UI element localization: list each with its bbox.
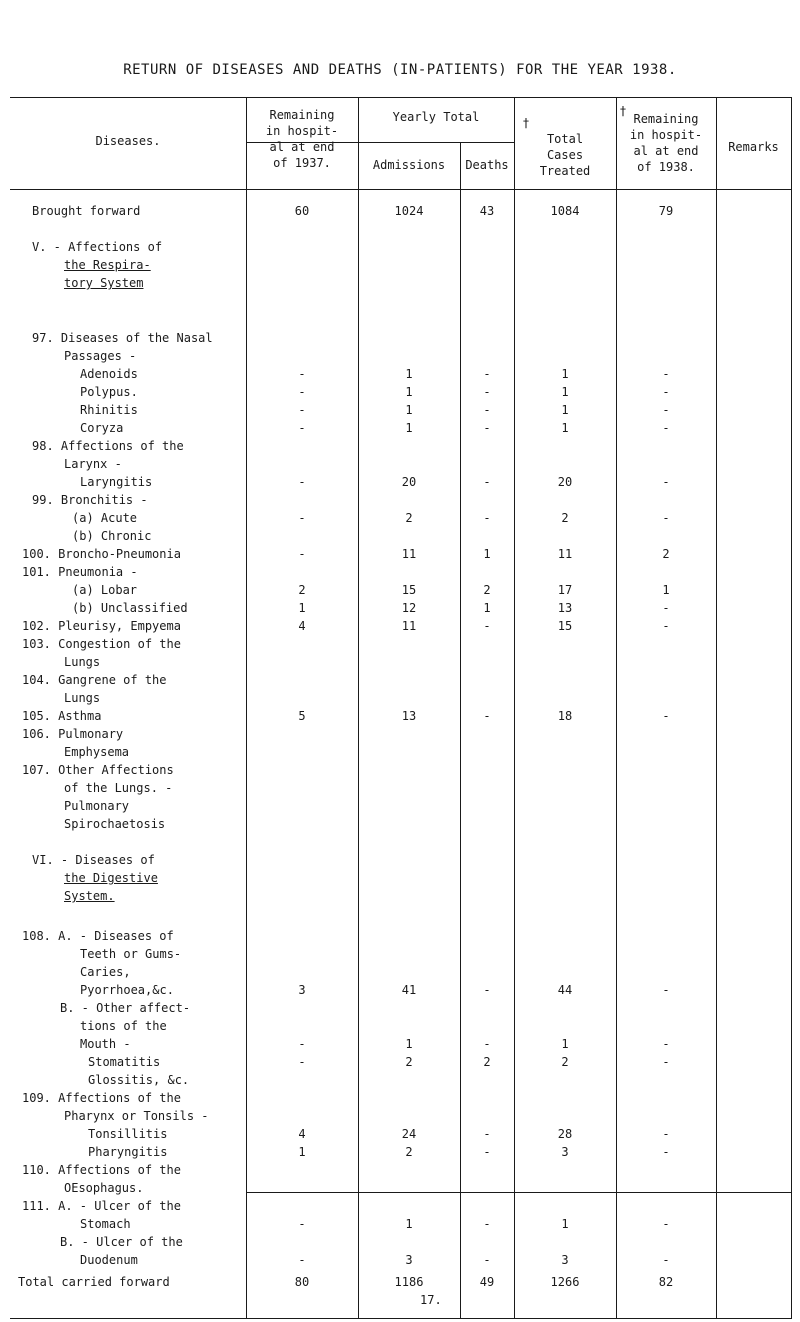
value-duodenum-col4: 3 <box>561 1253 569 1267</box>
value-tonsillitis-col2: 24 <box>401 1127 417 1141</box>
value-stomatitis-col1: - <box>298 1055 306 1069</box>
value-pyorrhoea-col4: 44 <box>557 983 573 997</box>
value-rhinitis-col1: - <box>298 403 306 417</box>
label-stomatitis: Stomatitis <box>88 1055 161 1069</box>
label-108-b: Teeth or Gums- <box>80 947 182 961</box>
value-pleurisy-col3: - <box>483 619 491 633</box>
label-109-b: Pharynx or Tonsils - <box>64 1109 209 1123</box>
label-100: 100. Broncho-Pneumonia <box>22 547 181 561</box>
section-v-heading: V. - Affections of <box>32 240 163 254</box>
value-pyorrhoea-col2: 41 <box>401 983 417 997</box>
value-coryza-col5: - <box>662 421 670 435</box>
label-104: 104. Gangrene of the <box>22 673 167 687</box>
value-lobar-col3: 2 <box>483 583 491 597</box>
value-laryngitis-col3: - <box>483 475 491 489</box>
label-brought-forward: Brought forward <box>32 204 141 218</box>
label-98: 98. Affections of the <box>32 439 184 453</box>
col-divider-7 <box>791 97 792 1319</box>
value-stomach-col5: - <box>662 1217 670 1231</box>
label-98-b: Larynx - <box>64 457 122 471</box>
value-adenoids-col3: - <box>483 367 491 381</box>
value-broncho-col5: 2 <box>662 547 670 561</box>
value-polypus-col5: - <box>662 385 670 399</box>
value-acute-col4: 2 <box>561 511 569 525</box>
value-unclassified-col3: 1 <box>483 601 491 615</box>
header-yearly-total: Yearly Total <box>392 110 480 124</box>
value-duodenum-col1: - <box>298 1253 306 1267</box>
page-number: 17. <box>420 1293 442 1307</box>
page-title: RETURN OF DISEASES AND DEATHS (IN-PATIENTS) FOR THE YEAR 1938. <box>123 62 677 78</box>
value-stomach-col4: 1 <box>561 1217 569 1231</box>
value-lobar-col2: 15 <box>401 583 417 597</box>
value-unclassified-col2: 12 <box>401 601 417 615</box>
value-tonsillitis-col4: 28 <box>557 1127 573 1141</box>
label-103-b: Lungs <box>64 655 101 669</box>
header-remaining-1937: Remaining in hospit- al at end of 1937. <box>265 108 339 170</box>
value-pharyngitis-col1: 1 <box>298 1145 306 1159</box>
label-pharyngitis: Pharyngitis <box>88 1145 168 1159</box>
section-v-heading-2: the Respira- <box>64 258 151 272</box>
value-unclassified-col4: 13 <box>557 601 573 615</box>
value-laryngitis-col5: - <box>662 475 670 489</box>
value-total-col1: 80 <box>294 1275 310 1289</box>
col-divider-3 <box>460 142 461 1319</box>
value-brought_forward-col4: 1084 <box>550 204 580 218</box>
value-rhinitis-col4: 1 <box>561 403 569 417</box>
label-99: 99. Bronchitis - <box>32 493 148 507</box>
label-unclassified: (b) Unclassified <box>72 601 188 615</box>
value-adenoids-col5: - <box>662 367 670 381</box>
value-rhinitis-col3: - <box>483 403 491 417</box>
total-rule <box>246 1192 792 1193</box>
value-rhinitis-col5: - <box>662 403 670 417</box>
value-adenoids-col1: - <box>298 367 306 381</box>
label-107-b: of the Lungs. - <box>64 781 173 795</box>
value-total-col3: 49 <box>479 1275 495 1289</box>
value-adenoids-col4: 1 <box>561 367 569 381</box>
value-tonsillitis-col5: - <box>662 1127 670 1141</box>
label-110: 110. Affections of the <box>22 1163 181 1177</box>
value-acute-col1: - <box>298 511 306 525</box>
value-acute-col3: - <box>483 511 491 525</box>
value-pleurisy-col2: 11 <box>401 619 417 633</box>
label-111-c: B. - Ulcer of the <box>60 1235 183 1249</box>
header-remarks: Remarks <box>728 140 779 154</box>
label-106-b: Emphysema <box>64 745 130 759</box>
value-broncho-col4: 11 <box>557 547 573 561</box>
value-adenoids-col2: 1 <box>405 367 413 381</box>
value-asthma-col4: 18 <box>557 709 573 723</box>
value-tonsillitis-col3: - <box>483 1127 491 1141</box>
label-total-carried: Total carried forward <box>18 1275 170 1289</box>
label-108-e: B. - Other affect- <box>60 1001 191 1015</box>
value-pyorrhoea-col1: 3 <box>298 983 306 997</box>
label-adenoids: Adenoids <box>80 367 138 381</box>
label-104-b: Lungs <box>64 691 101 705</box>
value-stomatitis-col5: - <box>662 1055 670 1069</box>
label-coryza: Coryza <box>80 421 124 435</box>
value-pharyngitis-col2: 2 <box>405 1145 413 1159</box>
label-106: 106. Pulmonary <box>22 727 124 741</box>
value-asthma-col5: - <box>662 709 670 723</box>
value-pyorrhoea-col5: - <box>662 983 670 997</box>
value-unclassified-col1: 1 <box>298 601 306 615</box>
label-102: 102. Pleurisy, Empyema <box>22 619 181 633</box>
value-tonsillitis-col1: 4 <box>298 1127 306 1141</box>
table-bottom-rule <box>10 1318 792 1319</box>
label-108: 108. A. - Diseases of <box>22 929 174 943</box>
value-coryza-col2: 1 <box>405 421 413 435</box>
label-107: 107. Other Affections <box>22 763 174 777</box>
label-chronic: (b) Chronic <box>72 529 152 543</box>
value-asthma-col3: - <box>483 709 491 723</box>
label-110-b: OEsophagus. <box>64 1181 144 1195</box>
value-pyorrhoea-col3: - <box>483 983 491 997</box>
value-pleurisy-col1: 4 <box>298 619 306 633</box>
value-pleurisy-col5: - <box>662 619 670 633</box>
value-brought_forward-col3: 43 <box>479 204 495 218</box>
header-dagger-total: † <box>522 116 530 130</box>
value-laryngitis-col4: 20 <box>557 475 573 489</box>
label-111-b: Stomach <box>80 1217 131 1231</box>
value-pleurisy-col4: 15 <box>557 619 573 633</box>
value-stomatitis-col4: 2 <box>561 1055 569 1069</box>
section-vi-heading-2: the Digestive <box>64 871 158 885</box>
value-duodenum-col5: - <box>662 1253 670 1267</box>
header-total-cases: Total Cases Treated <box>539 132 591 178</box>
value-pharyngitis-col5: - <box>662 1145 670 1159</box>
label-acute: (a) Acute <box>72 511 138 525</box>
value-lobar-col4: 17 <box>557 583 573 597</box>
value-stomatitis-col3: 2 <box>483 1055 491 1069</box>
value-acute-col2: 2 <box>405 511 413 525</box>
value-broncho-col1: - <box>298 547 306 561</box>
value-lobar-col1: 2 <box>298 583 306 597</box>
value-broncho-col2: 11 <box>401 547 417 561</box>
value-brought_forward-col5: 79 <box>658 204 674 218</box>
label-101: 101. Pneumonia - <box>22 565 138 579</box>
value-duodenum-col3: - <box>483 1253 491 1267</box>
value-laryngitis-col2: 20 <box>401 475 417 489</box>
header-diseases: Diseases. <box>95 134 161 148</box>
label-103: 103. Congestion of the <box>22 637 181 651</box>
table-top-rule <box>10 97 792 98</box>
value-stomach-col3: - <box>483 1217 491 1231</box>
label-111-d: Duodenum <box>80 1253 138 1267</box>
value-asthma-col1: 5 <box>298 709 306 723</box>
section-vi-heading: VI. - Diseases of <box>32 853 155 867</box>
label-polypus: Polypus. <box>80 385 138 399</box>
value-polypus-col1: - <box>298 385 306 399</box>
label-laryngitis: Laryngitis <box>80 475 153 489</box>
value-laryngitis-col1: - <box>298 475 306 489</box>
label-111: 111. A. - Ulcer of the <box>22 1199 181 1213</box>
value-coryza-col4: 1 <box>561 421 569 435</box>
value-mouth-col1: - <box>298 1037 306 1051</box>
label-rhinitis: Rhinitis <box>80 403 138 417</box>
header-dagger-end: † <box>619 104 627 118</box>
value-coryza-col3: - <box>483 421 491 435</box>
value-total-col4: 1266 <box>550 1275 580 1289</box>
section-v-heading-3: tory System <box>64 276 144 290</box>
header-admissions: Admissions <box>372 158 446 172</box>
value-acute-col5: - <box>662 511 670 525</box>
value-mouth-col4: 1 <box>561 1037 569 1051</box>
value-rhinitis-col2: 1 <box>405 403 413 417</box>
label-108-f: tions of the <box>80 1019 167 1033</box>
value-total-col2: 1186 <box>394 1275 424 1289</box>
label-97: 97. Diseases of the Nasal <box>32 331 213 345</box>
value-stomach-col2: 1 <box>405 1217 413 1231</box>
value-polypus-col2: 1 <box>405 385 413 399</box>
value-coryza-col1: - <box>298 421 306 435</box>
label-97-b: Passages - <box>64 349 137 363</box>
value-total-col5: 82 <box>658 1275 674 1289</box>
disease-table <box>10 97 792 1319</box>
label-107-d: Spirochaetosis <box>64 817 166 831</box>
label-105: 105. Asthma <box>22 709 102 723</box>
value-broncho-col3: 1 <box>483 547 491 561</box>
label-glossitis: Glossitis, &c. <box>88 1073 190 1087</box>
value-lobar-col5: 1 <box>662 583 670 597</box>
value-pharyngitis-col4: 3 <box>561 1145 569 1159</box>
value-stomach-col1: - <box>298 1217 306 1231</box>
header-remaining-1938: Remaining in hospit- al at end of 1938. <box>629 112 703 174</box>
value-stomatitis-col2: 2 <box>405 1055 413 1069</box>
label-lobar: (a) Lobar <box>72 583 138 597</box>
value-polypus-col3: - <box>483 385 491 399</box>
value-pharyngitis-col3: - <box>483 1145 491 1159</box>
label-107-c: Pulmonary <box>64 799 130 813</box>
header-deaths: Deaths <box>465 158 509 172</box>
label-109: 109. Affections of the <box>22 1091 181 1105</box>
value-mouth-col2: 1 <box>405 1037 413 1051</box>
section-vi-heading-3: System. <box>64 889 115 903</box>
label-108-d: Pyorrhoea,&c. <box>80 983 174 997</box>
label-108-c: Caries, <box>80 965 131 979</box>
value-mouth-col3: - <box>483 1037 491 1051</box>
col-divider-6 <box>716 97 717 1319</box>
value-mouth-col5: - <box>662 1037 670 1051</box>
value-duodenum-col2: 3 <box>405 1253 413 1267</box>
value-brought_forward-col2: 1024 <box>394 204 424 218</box>
label-tonsillitis: Tonsillitis <box>88 1127 168 1141</box>
value-asthma-col2: 13 <box>401 709 417 723</box>
header-bottom-rule <box>10 189 792 190</box>
value-unclassified-col5: - <box>662 601 670 615</box>
value-polypus-col4: 1 <box>561 385 569 399</box>
value-brought_forward-col1: 60 <box>294 204 310 218</box>
label-108-g: Mouth - <box>80 1037 131 1051</box>
